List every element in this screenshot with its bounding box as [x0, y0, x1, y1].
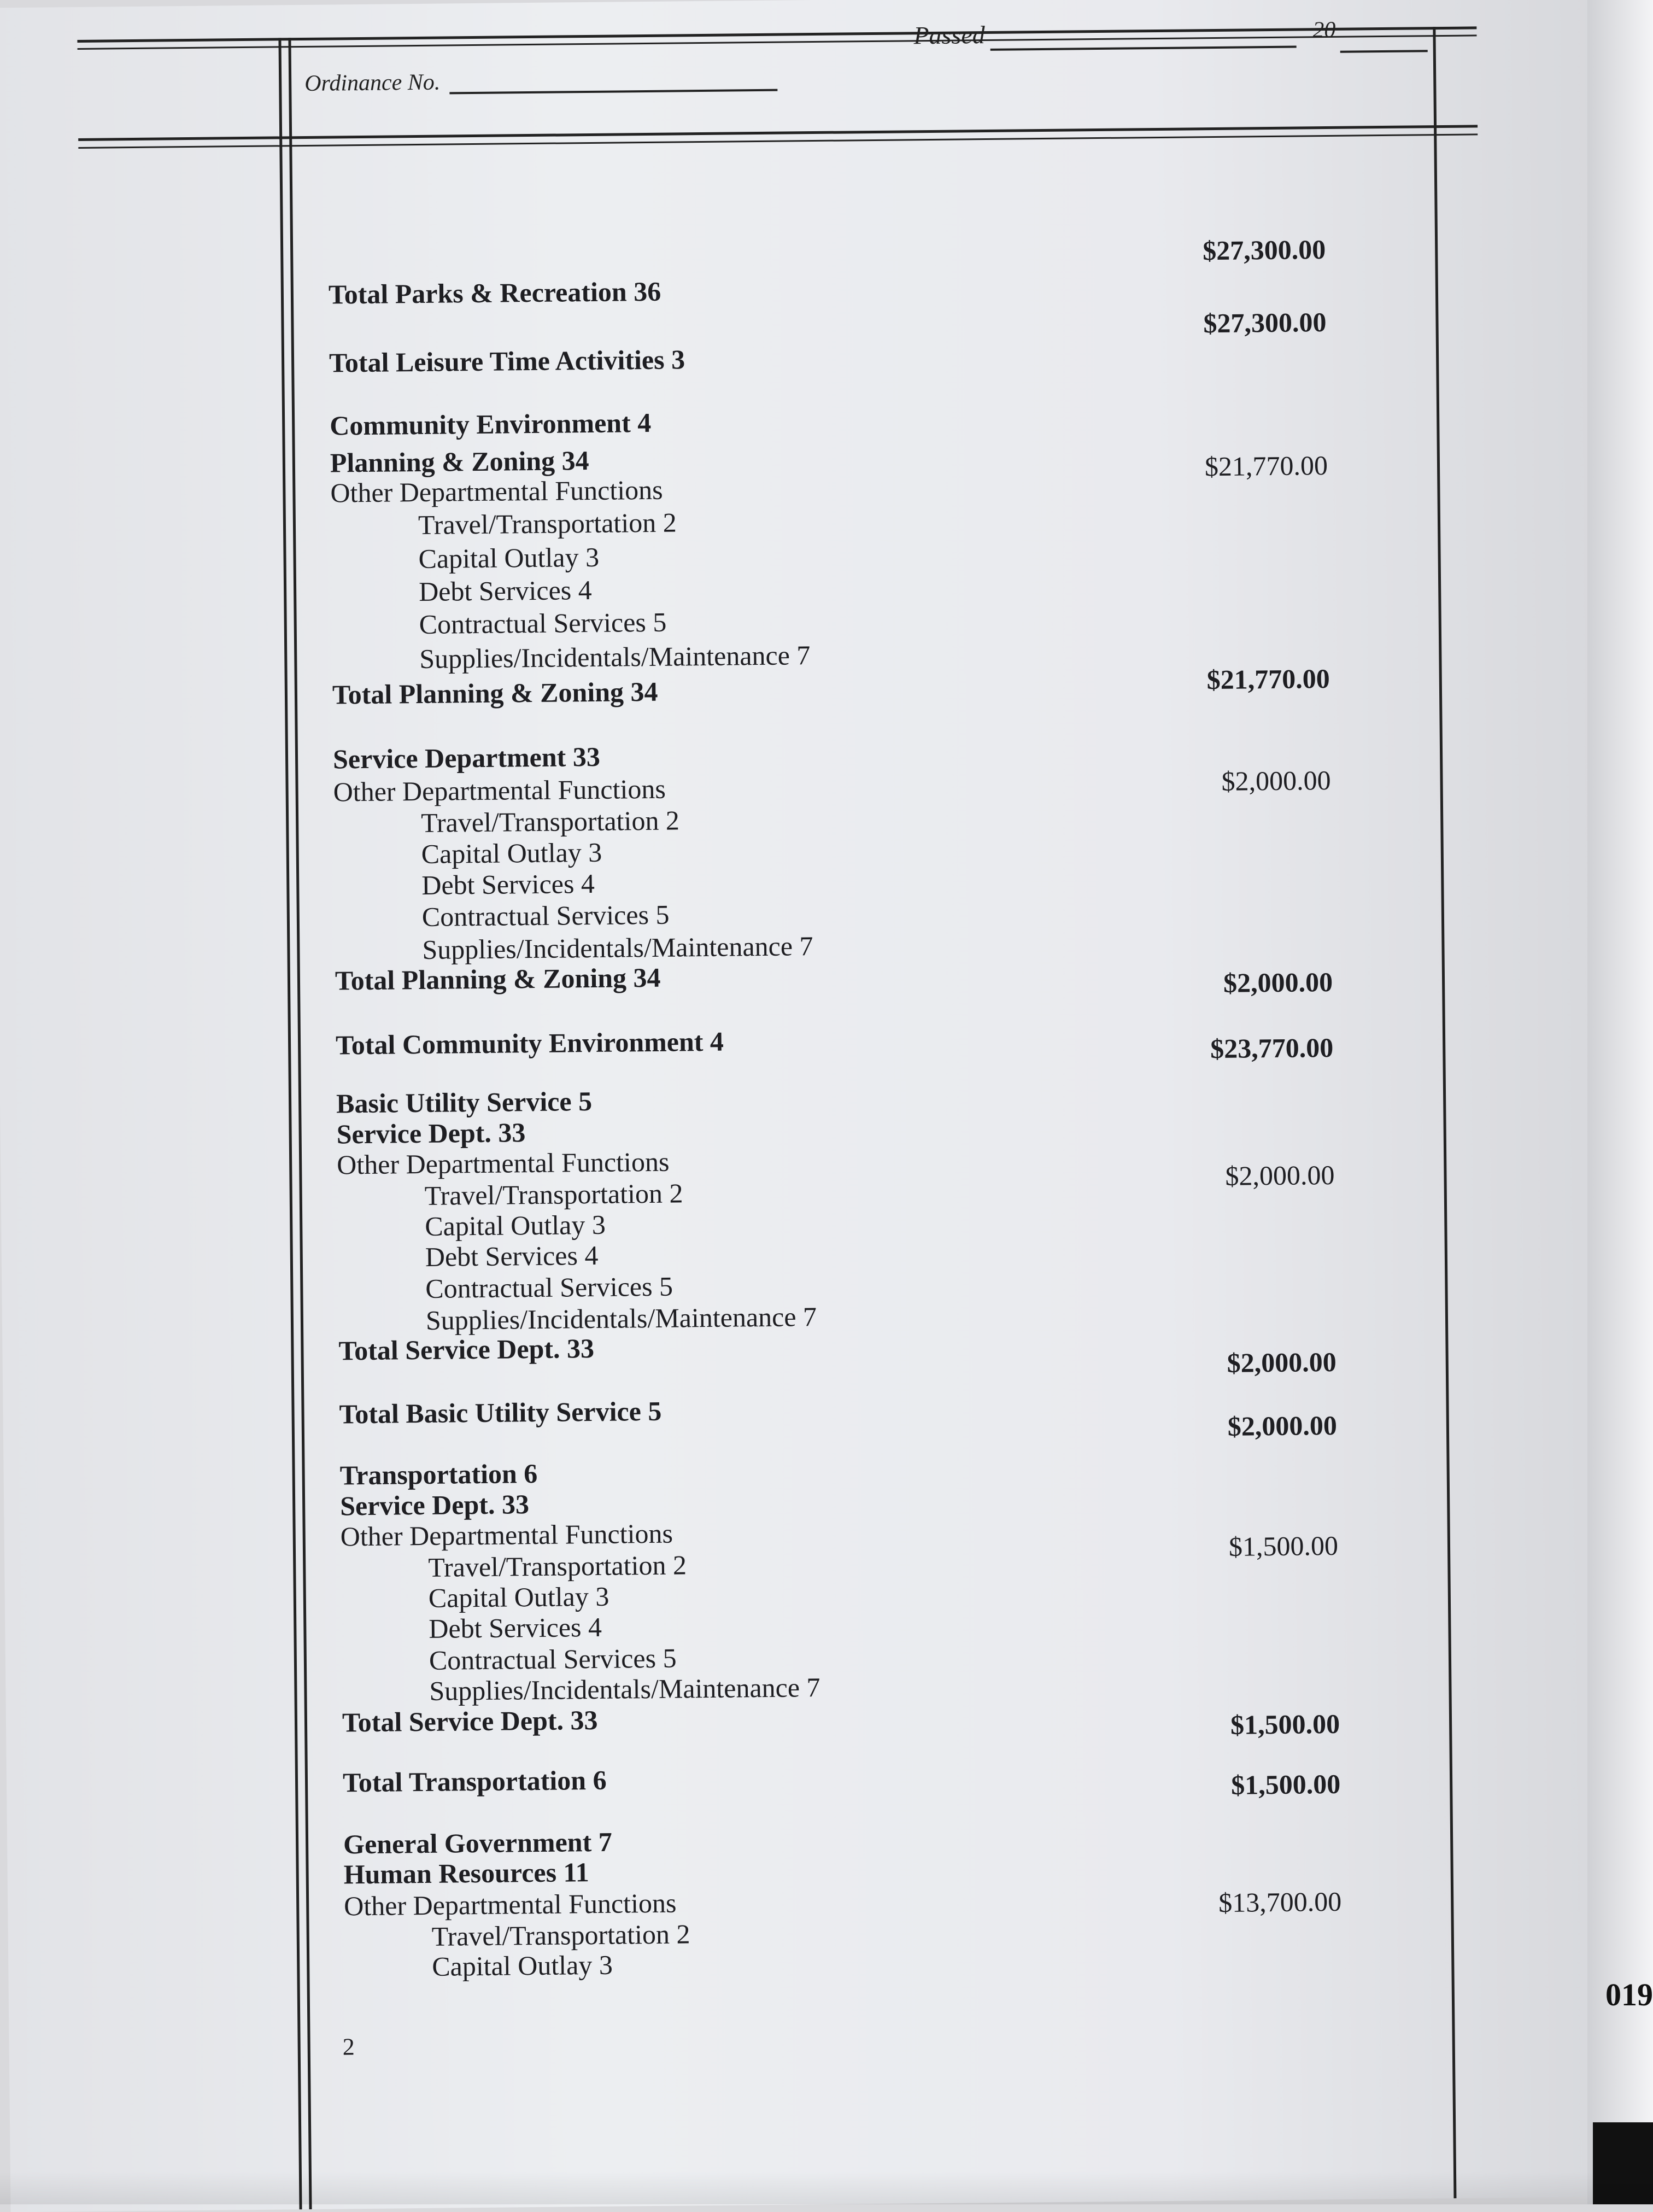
line-item-label: Capital Outlay 3	[432, 1949, 613, 1982]
function-label: Other Departmental Functions	[340, 1518, 673, 1552]
line-item-label: Supplies/Incidentals/Maintenance 7	[425, 1301, 817, 1336]
line-item-label: Contractual Services 5	[419, 606, 667, 640]
section-heading: Total Service Dept. 33	[338, 1332, 595, 1366]
line-item-label: Supplies/Incidentals/Maintenance 7	[429, 1672, 820, 1706]
section-heading: Total Community Environment 4	[335, 1026, 724, 1061]
section-heading: Total Parks & Recreation 36	[328, 276, 661, 310]
section-heading: Community Environment 4	[329, 407, 652, 441]
adjacent-page-text: 019	[1605, 1977, 1653, 2012]
line-item-label: Supplies/Incidentals/Maintenance 7	[419, 640, 811, 674]
amount-value: $2,000.00	[1227, 1346, 1337, 1378]
line-item-label: Travel/Transportation 2	[431, 1918, 690, 1952]
amount-value: $13,700.00	[1218, 1886, 1342, 1918]
section-heading: Total Transportation 6	[342, 1764, 607, 1798]
amount-value: $2,000.00	[1223, 966, 1333, 998]
header-bottom-rule	[78, 125, 1478, 141]
section-heading: Total Basic Utility Service 5	[339, 1395, 662, 1430]
ordinance-blank-line	[449, 89, 777, 95]
line-item-label: Debt Services 4	[421, 868, 595, 900]
line-item-label: Capital Outlay 3	[418, 541, 600, 575]
section-heading: General Government 7	[343, 1826, 612, 1860]
line-item-label: Debt Services 4	[429, 1611, 602, 1644]
line-item-label: Travel/Transportation 2	[428, 1549, 687, 1583]
ordinance-label: Ordinance No.	[304, 69, 441, 96]
amount-value: $2,000.00	[1227, 1409, 1338, 1442]
section-heading: Total Service Dept. 33	[342, 1704, 598, 1738]
line-item-label: Contractual Services 5	[425, 1271, 673, 1304]
section-heading: Service Dept. 33	[336, 1117, 526, 1150]
line-item-label: Contractual Services 5	[429, 1642, 677, 1676]
header-top-rule	[77, 26, 1476, 43]
line-item-label: Travel/Transportation 2	[420, 805, 680, 838]
line-item-label: Travel/Transportation 2	[418, 507, 677, 541]
page-number: 2	[342, 2033, 355, 2061]
amount-value: $1,500.00	[1228, 1530, 1339, 1562]
section-heading: Planning & Zoning 34	[330, 445, 589, 478]
line-item-label: Debt Services 4	[425, 1239, 599, 1272]
section-heading: Service Department 33	[332, 741, 601, 775]
amount-value: $21,770.00	[1206, 663, 1330, 695]
adjacent-page-edge	[1587, 0, 1653, 2204]
amount-value: $2,000.00	[1221, 765, 1331, 797]
amount-value: $27,300.00	[1202, 234, 1326, 266]
line-item-label: Travel/Transportation 2	[424, 1178, 683, 1211]
function-label: Other Departmental Functions	[336, 1146, 670, 1180]
line-item-label: Capital Outlay 3	[421, 836, 602, 869]
passed-blank-line	[990, 46, 1297, 51]
amount-value: $1,500.00	[1230, 1768, 1341, 1800]
right-margin-line	[1433, 27, 1456, 2198]
amount-value: $23,770.00	[1210, 1032, 1334, 1064]
left-margin-line-2	[288, 38, 312, 2209]
function-label: Other Departmental Functions	[343, 1887, 677, 1922]
year-prefix: 20	[1312, 17, 1336, 43]
line-item-label: Capital Outlay 3	[425, 1209, 606, 1242]
line-item-label: Supplies/Incidentals/Maintenance 7	[422, 931, 813, 965]
section-heading: Human Resources 11	[343, 1857, 590, 1890]
section-heading: Transportation 6	[339, 1458, 538, 1491]
amount-value: $21,770.00	[1204, 450, 1328, 482]
passed-label: Passed	[913, 21, 985, 50]
year-blank-line	[1340, 50, 1428, 53]
bottom-shadow	[0, 2172, 1653, 2204]
section-heading: Service Dept. 33	[339, 1489, 530, 1522]
amount-value: $1,500.00	[1230, 1708, 1340, 1740]
line-item-label: Contractual Services 5	[421, 899, 670, 932]
section-heading: Basic Utility Service 5	[336, 1086, 593, 1119]
amount-value: $27,300.00	[1203, 307, 1327, 339]
section-heading: Total Planning & Zoning 34	[332, 676, 658, 710]
section-heading: Total Planning & Zoning 34	[335, 962, 661, 996]
amount-value: $2,000.00	[1225, 1159, 1335, 1191]
section-heading: Total Leisure Time Activities 3	[329, 344, 685, 378]
function-label: Other Departmental Functions	[330, 474, 663, 508]
line-item-label: Capital Outlay 3	[428, 1581, 609, 1613]
function-label: Other Departmental Functions	[333, 773, 666, 807]
line-item-label: Debt Services 4	[418, 574, 592, 607]
